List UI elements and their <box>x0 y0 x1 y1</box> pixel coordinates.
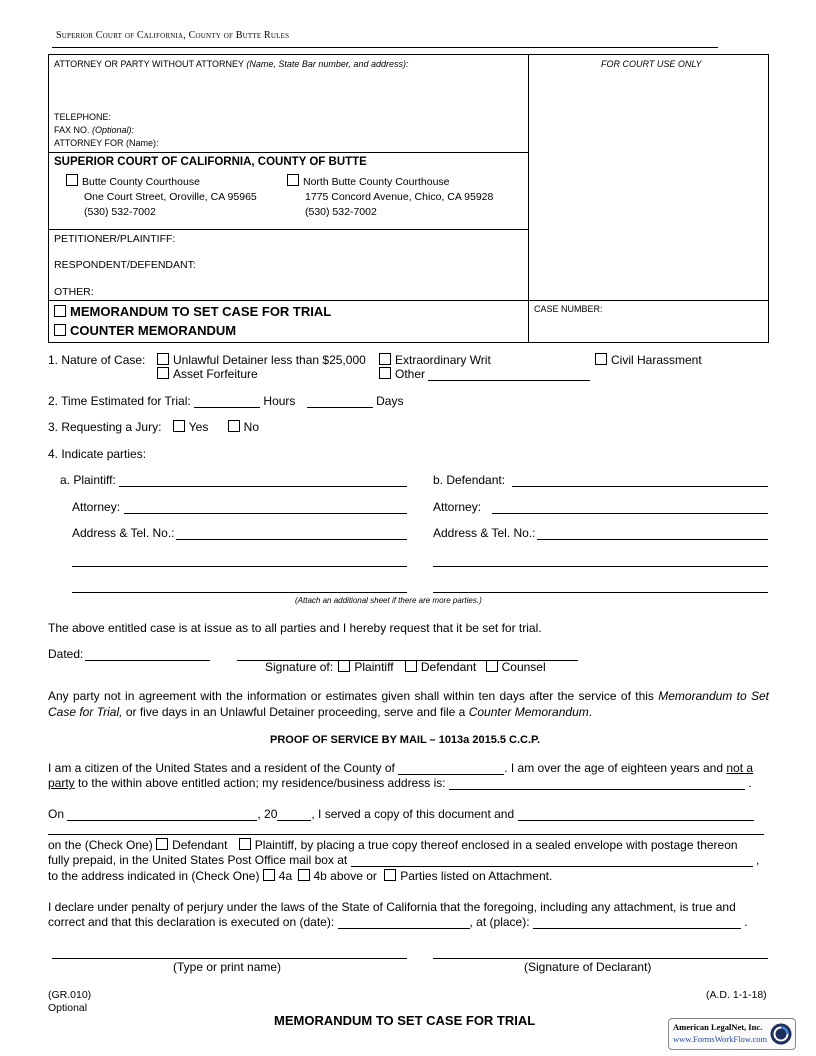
proof-line6: to the address indicated in (Check One) 4a 4b above or Parties listed on Attachment. <box>48 869 553 883</box>
request-text: The above entitled case is at issue as to all parties and I hereby request that it be set for trial. <box>48 621 542 635</box>
logo-name: American LegalNet, Inc. <box>673 1022 763 1032</box>
form-version: (A.D. 1-1-18) <box>706 989 767 1001</box>
jury-no-checkbox[interactable] <box>228 420 240 432</box>
nature-opt5[interactable]: Civil Harassment <box>595 353 702 367</box>
sig-plaintiff-checkbox[interactable] <box>338 660 350 672</box>
address-left-line3[interactable] <box>72 592 407 593</box>
rule-3 <box>48 300 769 301</box>
proof-line2: party to the within above entitled action; my residence/business address is: . <box>48 776 752 790</box>
caption-left <box>48 54 49 342</box>
4b-checkbox[interactable] <box>298 869 310 881</box>
print-name-line[interactable] <box>52 958 407 959</box>
other-label: OTHER: <box>54 286 94 298</box>
courthouse-2-checkbox[interactable] <box>287 174 299 186</box>
date-fill[interactable] <box>67 809 257 821</box>
proof-line5: fully prepaid, in the United States Post Office mail box at , <box>48 853 760 867</box>
checkbox[interactable] <box>379 353 391 365</box>
courthouse-1[interactable]: Butte County Courthouse One Court Street, Oroville, CA 95965 (530) 532-7002 <box>66 174 257 220</box>
address-left-label: Address & Tel. No.: <box>72 526 175 540</box>
checkbox[interactable] <box>157 367 169 379</box>
hours-fill[interactable] <box>194 396 260 408</box>
petitioner-label: PETITIONER/PLAINTIFF: <box>54 233 176 245</box>
rule-2 <box>48 229 528 230</box>
address-right-label: Address & Tel. No.: <box>433 526 536 540</box>
address-left-fill[interactable] <box>176 539 407 540</box>
memo-checkbox[interactable] <box>54 305 66 317</box>
fax-label: FAX NO. (Optional): <box>54 125 135 135</box>
nature-opt2[interactable]: Asset Forfeiture <box>157 367 258 381</box>
proof-line4: on the (Check One) Defendant Plaintiff, by placing a true copy thereof enclosed in a sealed envelope with postage thereon <box>48 838 738 852</box>
plaintiff-label: a. Plaintiff: <box>60 473 116 487</box>
caption-divider <box>528 54 529 342</box>
jury-yes-checkbox[interactable] <box>173 420 185 432</box>
exec-place-fill[interactable] <box>533 917 741 929</box>
rule-1 <box>48 152 528 153</box>
exec-date-fill[interactable] <box>338 917 470 929</box>
dated-label: Dated: <box>48 647 84 661</box>
court-use-label: FOR COURT USE ONLY <box>601 59 702 69</box>
attorney-right-fill[interactable] <box>492 513 768 514</box>
checkbox[interactable] <box>157 353 169 365</box>
attorney-left-fill[interactable] <box>124 513 407 514</box>
counter-checkbox[interactable] <box>54 324 66 336</box>
attorney-for-label: ATTORNEY FOR (Name): <box>54 138 159 148</box>
courthouse-2[interactable]: North Butte County Courthouse 1775 Concord Avenue, Chico, CA 95928 (530) 532-7002 <box>287 174 493 220</box>
caption-right <box>768 54 769 342</box>
header-rule <box>52 47 718 48</box>
sig-defendant-checkbox[interactable] <box>405 660 417 672</box>
declare-line1: I declare under penalty of perjury under the laws of the State of California that the foregoing, including any attachment, is true and <box>48 900 736 914</box>
served-defendant-checkbox[interactable] <box>156 838 168 850</box>
caption-top <box>48 54 769 55</box>
logo-globe-icon <box>769 1022 793 1046</box>
proof-title: PROOF OF SERVICE BY MAIL – 1013a 2015.5 C.C.P. <box>270 734 541 746</box>
case-number-label: CASE NUMBER: <box>534 304 603 314</box>
footer-title: MEMORANDUM TO SET CASE FOR TRIAL <box>274 1013 536 1028</box>
nature-label: 1. Nature of Case: <box>48 353 146 367</box>
served-fill[interactable] <box>518 809 754 821</box>
notice-paragraph: Any party not in agreement with the information or estimates given shall within ten days after the service of this Memorandum to Set Case for Trial, or five days in an Unlawful Detainer proceeding, serve and file a Counter Memorandum. <box>48 689 769 719</box>
mailbox-fill[interactable] <box>351 855 753 867</box>
caption-bottom <box>48 342 769 343</box>
respondent-label: RESPONDENT/DEFENDANT: <box>54 259 196 271</box>
attachment-checkbox[interactable] <box>384 869 396 881</box>
4a-checkbox[interactable] <box>263 869 275 881</box>
nature-opt1[interactable]: Unlawful Detainer less than $25,000 <box>157 353 366 367</box>
time-estimate[interactable]: 2. Time Estimated for Trial: Hours Days <box>48 394 404 408</box>
proof-line1: I am a citizen of the United States and a resident of the County of . I am over the age of eighteen years and not a <box>48 761 754 775</box>
parties-label: 4. Indicate parties: <box>48 447 147 461</box>
nature-opt3[interactable]: Extraordinary Writ <box>379 353 491 367</box>
telephone-label: TELEPHONE: <box>54 112 112 122</box>
type-name-label: (Type or print name) <box>173 960 282 974</box>
court-name: SUPERIOR COURT OF CALIFORNIA, COUNTY OF BUTTE <box>54 156 367 168</box>
sig-declarant-label: (Signature of Declarant) <box>524 960 652 974</box>
attorney-right-label: Attorney: <box>433 500 482 514</box>
defendant-fill[interactable] <box>512 486 768 487</box>
nature-opt4[interactable]: Other <box>379 367 590 381</box>
form-optional: Optional <box>48 1002 88 1014</box>
checkbox[interactable] <box>595 353 607 365</box>
checkbox[interactable] <box>379 367 391 379</box>
served-line2[interactable] <box>48 834 764 835</box>
courthouse-1-checkbox[interactable] <box>66 174 78 186</box>
memo-option[interactable]: MEMORANDUM TO SET CASE FOR TRIAL <box>54 304 331 319</box>
attorney-left-label: Attorney: <box>72 500 121 514</box>
proof-line3: On , 20 , I served a copy of this document and <box>48 807 754 821</box>
logo-url: www.FormsWorkFlow.com <box>673 1034 768 1044</box>
other-fill[interactable] <box>428 369 590 381</box>
attach-note: (Attach an additional sheet if there are more parties.) <box>295 596 482 605</box>
sig-counsel-checkbox[interactable] <box>486 660 498 672</box>
address-right-fill[interactable] <box>537 539 768 540</box>
address-fill[interactable] <box>449 778 745 790</box>
form-code: (GR.010) <box>48 989 92 1001</box>
page-header: Superior Court of California, County of Butte Rules <box>56 30 290 41</box>
address-right-line3[interactable] <box>433 592 768 593</box>
served-plaintiff-checkbox[interactable] <box>239 838 251 850</box>
defendant-label: b. Defendant: <box>433 473 506 487</box>
attorney-label: ATTORNEY OR PARTY WITHOUT ATTORNEY (Name, State Bar number, and address): <box>54 59 409 69</box>
declare-line2: correct and that this declaration is executed on (date): , at (place): . <box>48 915 748 929</box>
year-fill[interactable] <box>277 809 311 821</box>
publisher-logo[interactable] <box>668 1018 796 1050</box>
county-fill[interactable] <box>398 763 504 775</box>
days-fill[interactable] <box>307 396 373 408</box>
signature-of[interactable]: Signature of: Plaintiff Defendant Counsel <box>265 660 546 674</box>
dated-fill[interactable] <box>85 660 210 661</box>
declarant-sig-line[interactable] <box>433 958 768 959</box>
jury-request[interactable]: 3. Requesting a Jury: Yes No <box>48 420 260 434</box>
address-left-line2[interactable] <box>72 566 407 567</box>
address-right-line2[interactable] <box>433 566 768 567</box>
plaintiff-fill[interactable] <box>119 486 407 487</box>
counter-option[interactable]: COUNTER MEMORANDUM <box>54 323 236 338</box>
